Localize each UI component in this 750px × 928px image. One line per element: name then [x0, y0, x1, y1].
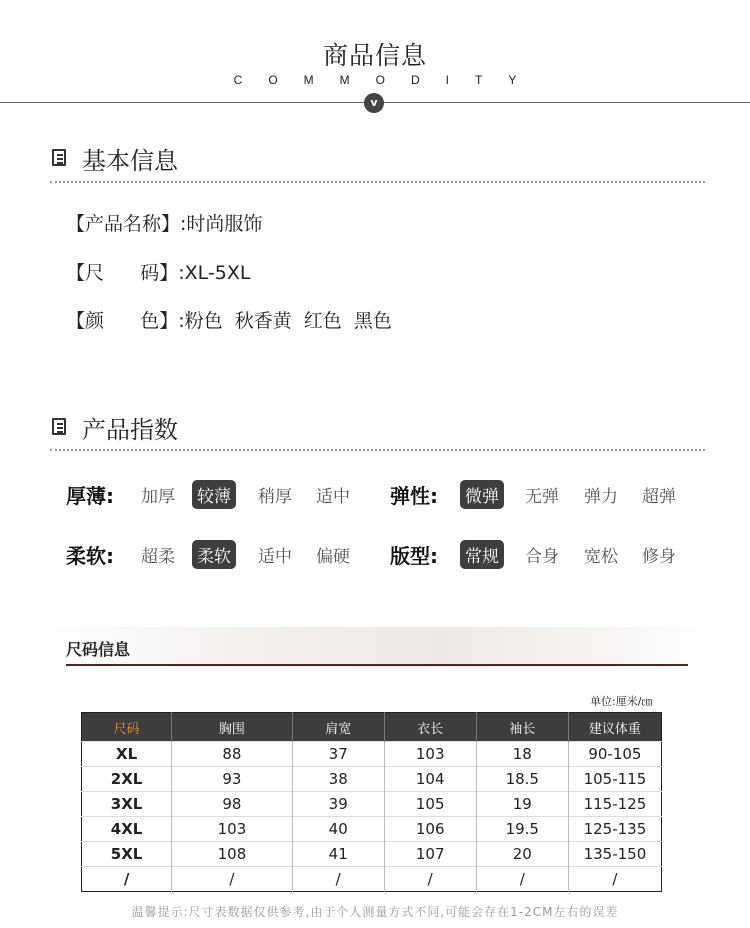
table-cell: /: [292, 867, 384, 892]
basic-info-divider: [50, 181, 705, 183]
info-row-size: [66, 258, 250, 285]
index-option: 适中: [258, 547, 292, 567]
table-cell: 41: [292, 842, 384, 867]
index-option-selected: 柔软: [192, 540, 236, 569]
document-icon: [52, 418, 66, 435]
info-row-name: [66, 209, 262, 236]
table-cell: 19: [476, 792, 568, 817]
table-cell: 104: [384, 767, 476, 792]
unit-label: 单位:厘米/㎝: [590, 695, 653, 708]
info-label: 【颜 色】: [66, 310, 179, 332]
table-cell: 103: [384, 742, 476, 767]
index-option-selected: 较薄: [192, 480, 236, 509]
table-cell: 38: [292, 767, 384, 792]
table-header-cell: 衣长: [384, 713, 476, 742]
table-row: [82, 817, 662, 842]
table-cell: 88: [172, 742, 293, 767]
page-title: 商品信息: [322, 41, 427, 70]
table-cell: 4XL: [82, 817, 172, 842]
table-cell: /: [82, 867, 172, 892]
info-row-color: [66, 306, 392, 333]
table-row: [82, 842, 662, 867]
table-cell: 20: [476, 842, 568, 867]
size-info-underline: [66, 664, 688, 666]
index-option: 宽松: [584, 547, 618, 567]
table-row: [82, 867, 662, 892]
table-header-cell: 袖长: [476, 713, 568, 742]
table-cell: 39: [292, 792, 384, 817]
table-cell: 40: [292, 817, 384, 842]
table-header-cell: 尺码: [82, 713, 172, 742]
size-table: [81, 712, 662, 892]
info-value: :XL-5XL: [178, 262, 251, 284]
table-cell: /: [568, 867, 661, 892]
table-cell: 98: [172, 792, 293, 817]
table-cell: 105: [384, 792, 476, 817]
index-option: 加厚: [141, 487, 175, 507]
table-cell: XL: [82, 742, 172, 767]
index-option: 稍厚: [258, 487, 292, 507]
table-cell: 3XL: [82, 792, 172, 817]
table-cell: 5XL: [82, 842, 172, 867]
table-cell: /: [172, 867, 293, 892]
size-info-title: 尺码信息: [66, 640, 131, 659]
index-option: 偏硬: [316, 547, 350, 567]
index-option: 合身: [525, 547, 559, 567]
index-option-selected: 微弹: [460, 480, 504, 509]
index-label-softness: 柔软:: [66, 544, 114, 568]
index-label-elasticity: 弹性:: [390, 484, 438, 508]
table-header-cell: 胸围: [172, 713, 293, 742]
table-cell: 2XL: [82, 767, 172, 792]
size-header-band: [50, 627, 700, 667]
table-row: [82, 767, 662, 792]
info-value: :时尚服饰: [180, 213, 263, 235]
basic-info-title: 基本信息: [82, 147, 178, 175]
table-cell: 103: [172, 817, 293, 842]
table-cell: 135-150: [568, 842, 661, 867]
index-option: 弹力: [584, 487, 618, 507]
index-option: 无弹: [525, 487, 559, 507]
table-cell: 18: [476, 742, 568, 767]
table-cell: 37: [292, 742, 384, 767]
info-label: 【尺 码】: [66, 262, 179, 284]
table-row: [82, 742, 662, 767]
table-cell: /: [476, 867, 568, 892]
table-cell: 106: [384, 817, 476, 842]
table-header-cell: 建议体重: [568, 713, 661, 742]
index-option: 修身: [642, 547, 676, 567]
chevron-down-icon: v: [364, 93, 384, 113]
size-note: 温馨提示:尺寸表数据仅供参考,由于个人测量方式不同,可能会存在1-2CM左右的误差: [131, 905, 619, 919]
table-cell: 108: [172, 842, 293, 867]
info-value: :粉色 秋香黄 红色 黑色: [178, 310, 392, 332]
table-row: [82, 792, 662, 817]
table-cell: 125-135: [568, 817, 661, 842]
index-label-thickness: 厚薄:: [66, 484, 114, 508]
table-cell: 105-115: [568, 767, 661, 792]
product-index-title: 产品指数: [82, 416, 178, 444]
table-cell: 18.5: [476, 767, 568, 792]
product-index-divider: [50, 449, 705, 451]
index-option: 超弹: [642, 487, 676, 507]
index-option: 适中: [316, 487, 350, 507]
size-table-header: [82, 713, 662, 742]
table-cell: 115-125: [568, 792, 661, 817]
page-subtitle: COMMODITY: [233, 73, 543, 87]
info-label: 【产品名称】: [66, 213, 181, 235]
table-cell: 19.5: [476, 817, 568, 842]
table-cell: /: [384, 867, 476, 892]
index-label-fit: 版型:: [390, 544, 438, 568]
table-cell: 90-105: [568, 742, 661, 767]
table-cell: 107: [384, 842, 476, 867]
index-option: 超柔: [141, 547, 175, 567]
table-header-cell: 肩宽: [292, 713, 384, 742]
document-icon: [52, 149, 66, 166]
table-cell: 93: [172, 767, 293, 792]
index-option-selected: 常规: [460, 540, 504, 569]
